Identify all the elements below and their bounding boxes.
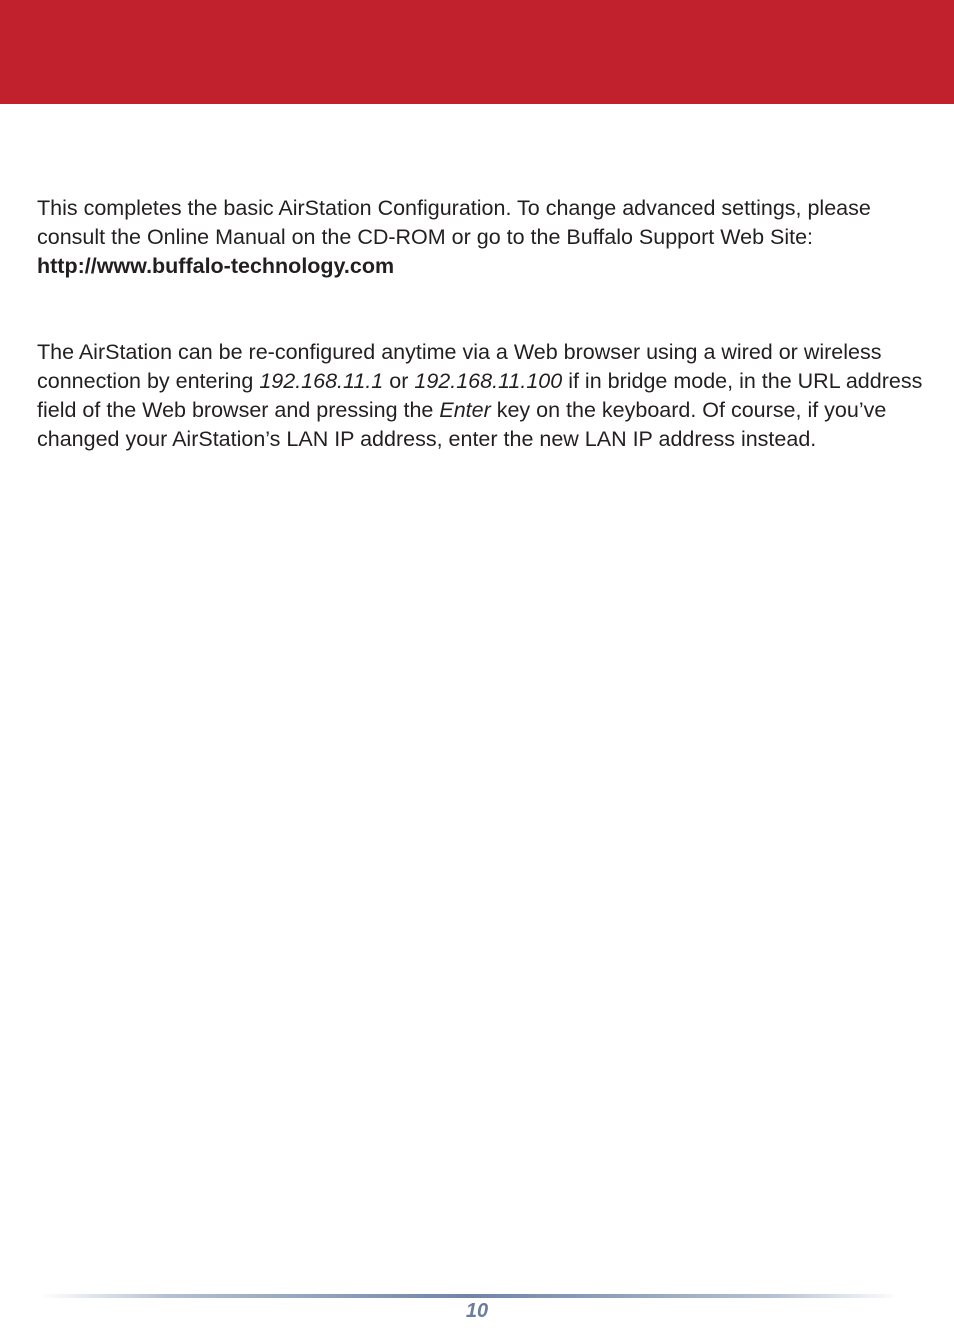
page-number: 10 [465, 1300, 489, 1322]
footer-divider [40, 1294, 900, 1298]
ip-address-default: 192.168.11.1 [259, 369, 384, 393]
support-url: http://www.buffalo-technology.com [37, 254, 395, 278]
main-content [37, 194, 927, 454]
paragraph1-text: This completes the basic AirStation Configuration. To change advanced settings, please consult the Online Manual on the CD-ROM or go to the Buffalo Support Web Site: [37, 196, 871, 249]
paragraph2-text-1: The AirStation can be re-configured anytime via a Web browser using a wired or wireless connection by entering [37, 340, 882, 393]
paragraph2-text-2: or [383, 369, 415, 393]
header-band [0, 0, 954, 104]
paragraph-reconfigure [37, 338, 927, 454]
ip-address-bridge: 192.168.11.100 [414, 369, 563, 393]
paragraph2-text-4: key on the keyboard. Of course, if you’ve changed your AirStation’s LAN IP address, enter the new LAN IP address instead. [37, 398, 887, 451]
enter-key-label: Enter [439, 398, 491, 422]
paragraph2-text-3: if in bridge mode, in the URL address field of the Web browser and pressing the [37, 369, 923, 422]
paragraph-configuration-complete [37, 194, 927, 281]
